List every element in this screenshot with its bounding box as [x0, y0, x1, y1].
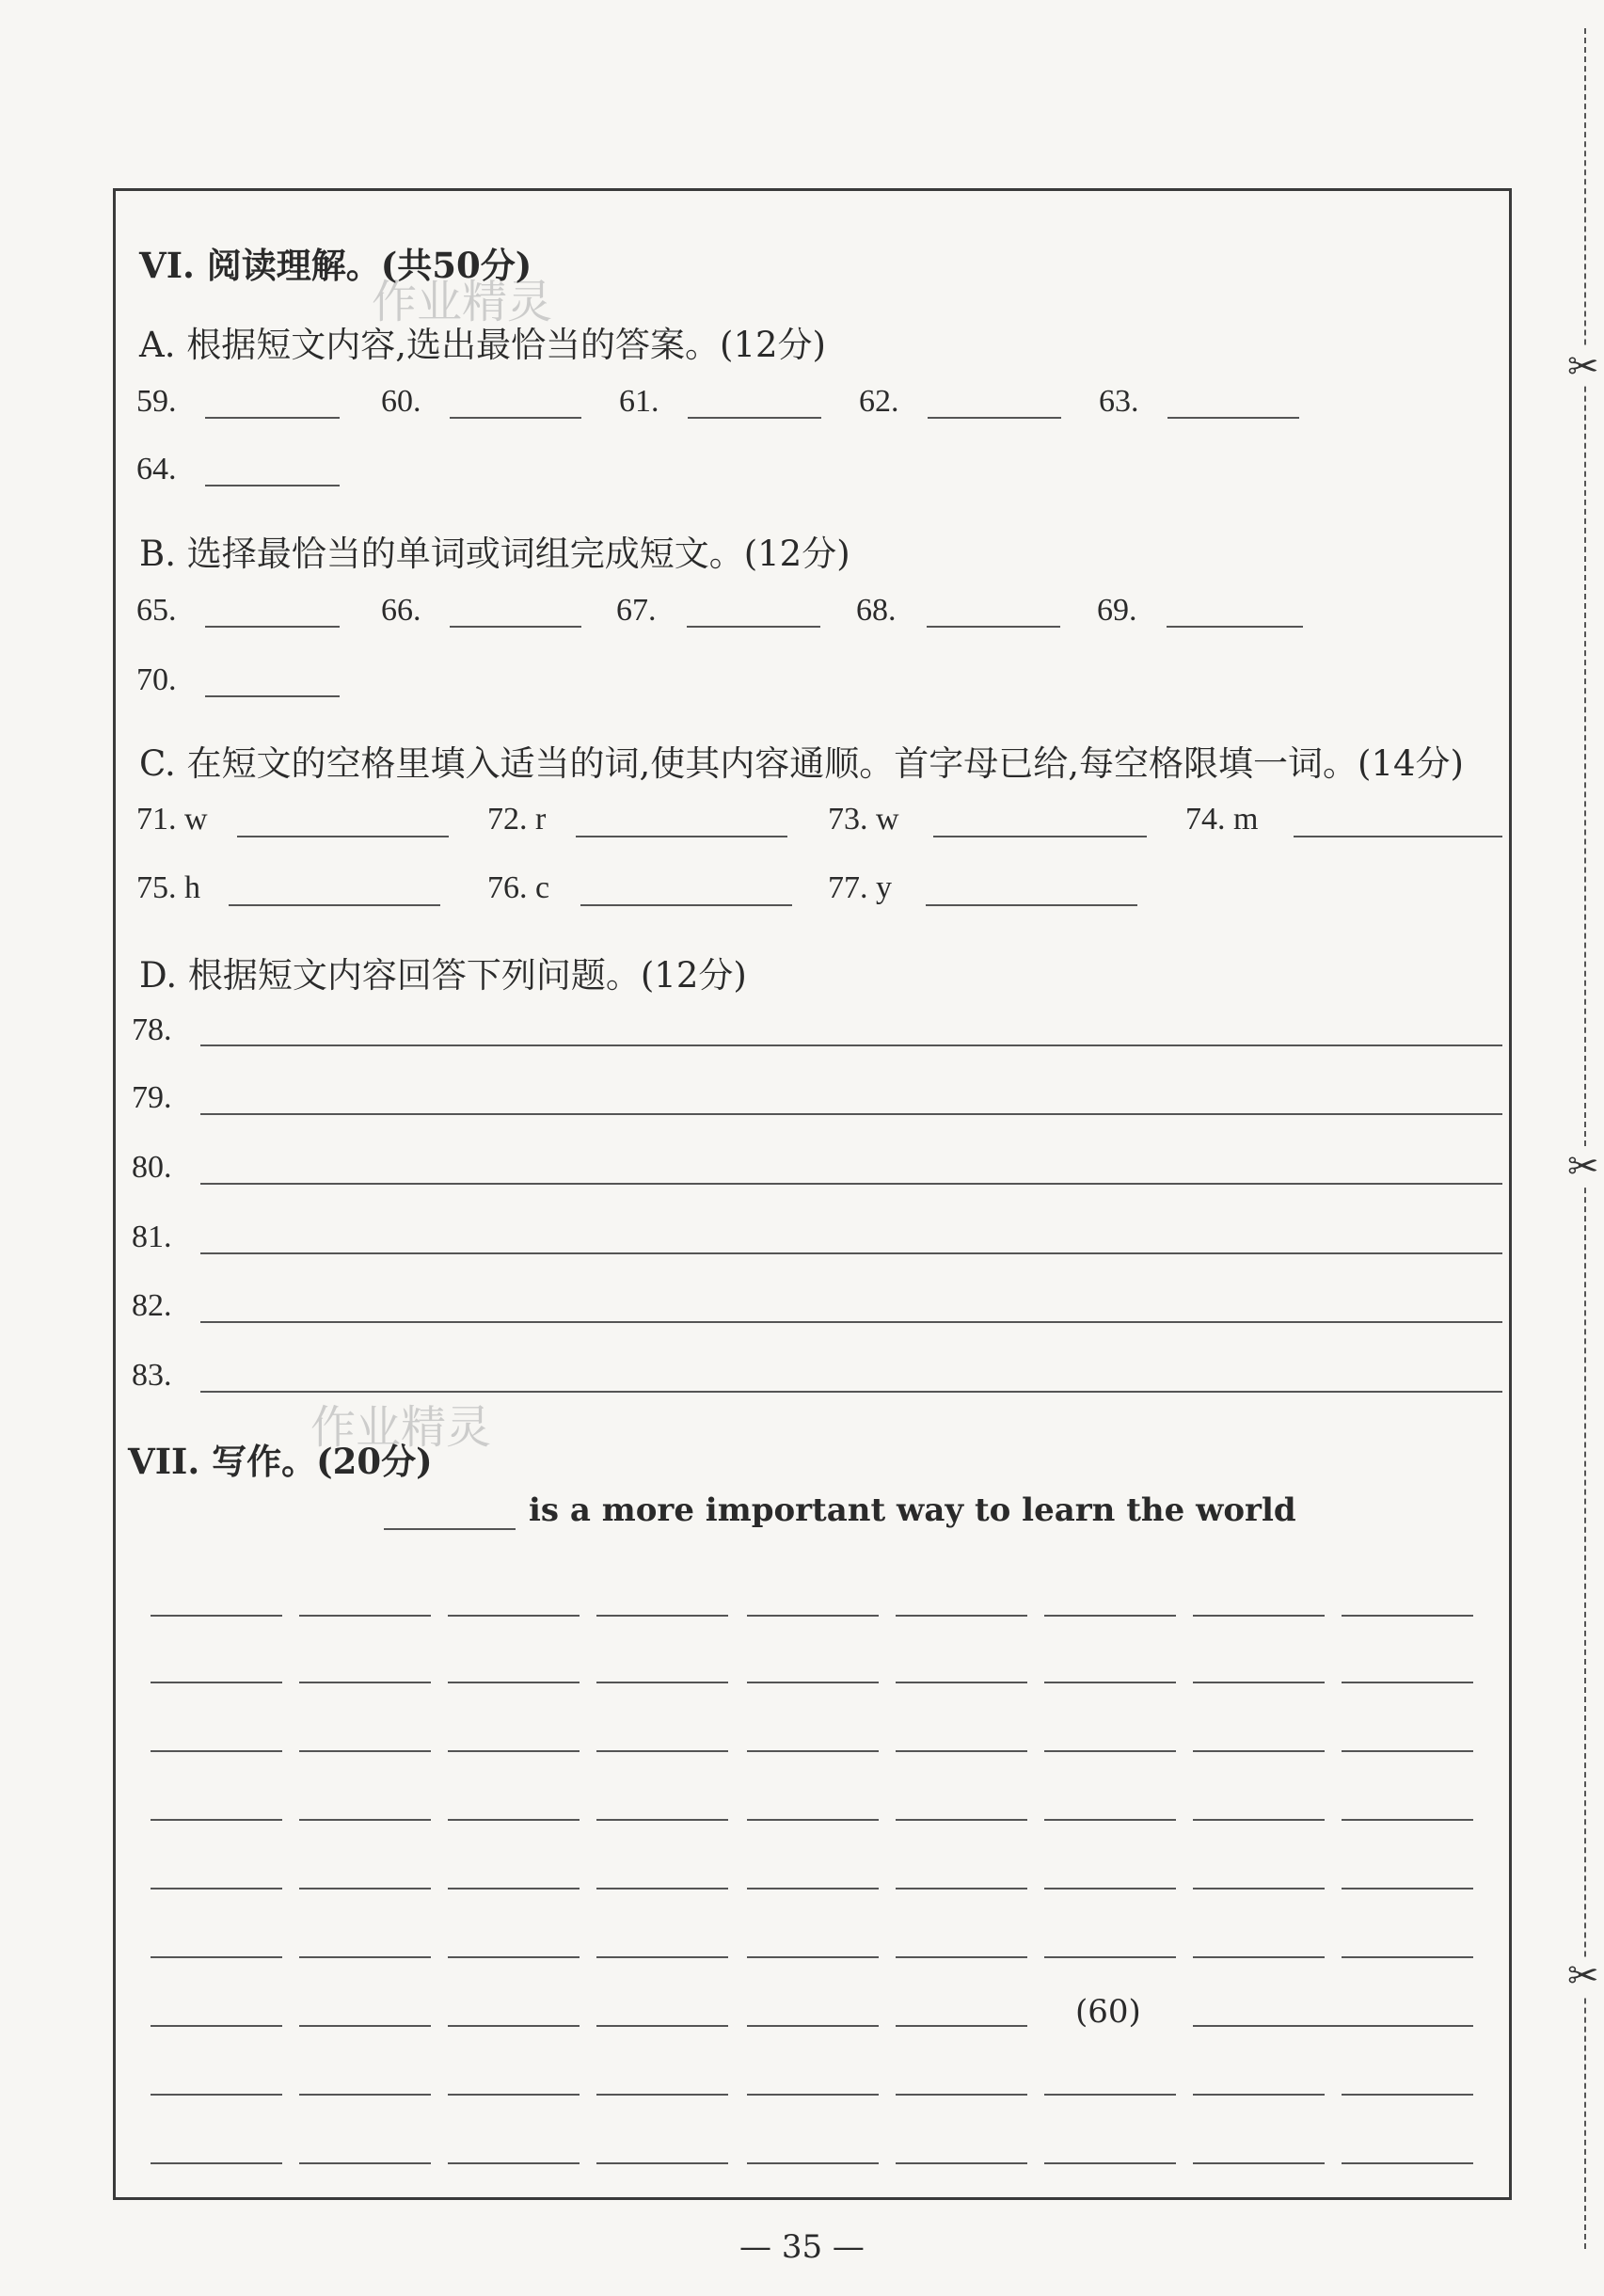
writing-line-segment[interactable]: [1044, 1956, 1176, 1958]
writing-line-segment[interactable]: [151, 1888, 282, 1889]
part-b-heading: B. 选择最恰当的单词或词组完成短文。(12分): [139, 534, 850, 574]
answer-blank-69[interactable]: [1167, 626, 1303, 628]
answer-blank-63[interactable]: [1167, 417, 1299, 419]
writing-line-segment[interactable]: [596, 1682, 728, 1683]
writing-line-segment[interactable]: [1342, 2094, 1473, 2096]
answer-label: 65.: [136, 593, 177, 628]
writing-line-segment[interactable]: [448, 1750, 580, 1752]
writing-line-segment[interactable]: [747, 2162, 879, 2164]
writing-line-segment[interactable]: [448, 1956, 580, 1958]
answer-line-83[interactable]: [200, 1391, 1502, 1393]
writing-line-segment[interactable]: [299, 2162, 431, 2164]
answer-label: 78.: [132, 1012, 172, 1047]
answer-blank-67[interactable]: [687, 626, 820, 628]
writing-line-segment[interactable]: [896, 1956, 1027, 1958]
writing-line-segment[interactable]: [1044, 1750, 1176, 1752]
answer-blank-68[interactable]: [927, 626, 1060, 628]
answer-blank-74[interactable]: [1294, 836, 1502, 837]
answer-label: 62.: [859, 384, 899, 419]
answer-blank-61[interactable]: [688, 417, 821, 419]
answer-label: 68.: [856, 593, 897, 628]
writing-line-segment[interactable]: [1193, 1956, 1325, 1958]
writing-line-segment[interactable]: [1044, 1888, 1176, 1889]
writing-line-segment[interactable]: [896, 1888, 1027, 1889]
writing-line-segment[interactable]: [596, 2162, 728, 2164]
part-a-heading: A. 根据短文内容,选出最恰当的答案。(12分): [139, 325, 826, 365]
answer-label: 77. y: [828, 870, 892, 905]
writing-line-segment[interactable]: [1342, 1615, 1473, 1617]
writing-line-segment[interactable]: [1342, 1750, 1473, 1752]
answer-label: 71. w: [136, 802, 208, 837]
writing-line-segment[interactable]: [747, 1956, 879, 1958]
answer-blank-73[interactable]: [933, 836, 1147, 837]
writing-line-segment[interactable]: [1193, 2025, 1473, 2027]
writing-line-segment[interactable]: [448, 2094, 580, 2096]
writing-line-segment[interactable]: [1342, 1956, 1473, 1958]
answer-label: 69.: [1097, 593, 1137, 628]
writing-line-segment[interactable]: [448, 1682, 580, 1683]
answer-label: 74. m: [1185, 802, 1259, 837]
writing-line-segment[interactable]: [448, 1888, 580, 1889]
writing-line-segment[interactable]: [747, 1888, 879, 1889]
answer-blank-71[interactable]: [237, 836, 449, 837]
writing-line-segment[interactable]: [1044, 2094, 1176, 2096]
writing-line-segment[interactable]: [1342, 1888, 1473, 1889]
writing-prompt: is a more important way to learn the world: [529, 1491, 1296, 1529]
watermark: 作业精灵: [372, 276, 553, 328]
answer-blank-72[interactable]: [576, 836, 787, 837]
writing-line-segment[interactable]: [299, 1819, 431, 1821]
answer-label: 70.: [136, 662, 177, 697]
answer-label: 82.: [132, 1288, 172, 1323]
writing-line-segment[interactable]: [299, 2025, 431, 2027]
writing-line-segment[interactable]: [896, 1750, 1027, 1752]
part-c-heading: C. 在短文的空格里填入适当的词,使其内容通顺。首字母已给,每空格限填一词。(14分): [139, 743, 1464, 784]
writing-line-segment[interactable]: [1193, 1750, 1325, 1752]
writing-line-segment[interactable]: [747, 1750, 879, 1752]
answer-line-82[interactable]: [200, 1321, 1502, 1323]
answer-blank-64[interactable]: [205, 485, 340, 486]
writing-line-segment[interactable]: [1193, 2162, 1325, 2164]
answer-line-78[interactable]: [200, 1044, 1502, 1046]
answer-label: 59.: [136, 384, 177, 419]
answer-blank-70[interactable]: [205, 695, 340, 697]
writing-line-segment[interactable]: [448, 1615, 580, 1617]
answer-label: 79.: [132, 1080, 172, 1115]
writing-line-segment[interactable]: [299, 2094, 431, 2096]
writing-line-segment[interactable]: [299, 1615, 431, 1617]
section-7-title: VII. 写作。(20分): [128, 1441, 433, 1482]
watermark: 作业精灵: [310, 1401, 492, 1454]
writing-line-segment[interactable]: [896, 1682, 1027, 1683]
answer-label: 63.: [1099, 384, 1139, 419]
writing-line-segment[interactable]: [1193, 1819, 1325, 1821]
writing-line-segment[interactable]: [299, 1750, 431, 1752]
writing-line-segment[interactable]: [1044, 1819, 1176, 1821]
writing-line-segment[interactable]: [596, 1615, 728, 1617]
writing-line-segment[interactable]: [151, 2025, 282, 2027]
writing-line-segment[interactable]: [1044, 1615, 1176, 1617]
writing-line-segment[interactable]: [1044, 2162, 1176, 2164]
page-number: — 35 —: [739, 2228, 865, 2266]
writing-line-segment[interactable]: [1342, 1682, 1473, 1683]
answer-label: 66.: [381, 593, 421, 628]
writing-line-segment[interactable]: [896, 1615, 1027, 1617]
writing-line-segment[interactable]: [1193, 1682, 1325, 1683]
writing-line-segment[interactable]: [151, 2094, 282, 2096]
writing-line-segment[interactable]: [747, 1819, 879, 1821]
answer-label: 64.: [136, 452, 177, 486]
writing-line-segment[interactable]: [151, 1615, 282, 1617]
writing-line-segment[interactable]: [1193, 1888, 1325, 1889]
answer-blank-60[interactable]: [450, 417, 581, 419]
answer-line-79[interactable]: [200, 1113, 1502, 1115]
writing-line-segment[interactable]: [747, 2094, 879, 2096]
answer-line-80[interactable]: [200, 1183, 1502, 1185]
writing-line-segment[interactable]: [448, 1819, 580, 1821]
answer-sheet-frame: [113, 188, 1512, 2200]
word-count-marker: (60): [1075, 1993, 1141, 2031]
part-d-heading: D. 根据短文内容回答下列问题。(12分): [139, 955, 747, 996]
writing-line-segment[interactable]: [747, 1682, 879, 1683]
writing-line-segment[interactable]: [896, 2094, 1027, 2096]
answer-blank-59[interactable]: [205, 417, 340, 419]
answer-label: 75. h: [136, 870, 200, 905]
writing-line-segment[interactable]: [151, 1956, 282, 1958]
writing-line-segment[interactable]: [596, 1888, 728, 1889]
answer-label: 61.: [619, 384, 659, 419]
writing-line-segment[interactable]: [299, 1682, 431, 1683]
scissors-icon: ✂: [1567, 1145, 1599, 1188]
section-6-title: VI. 阅读理解。(共50分): [139, 245, 532, 286]
writing-line-segment[interactable]: [896, 1819, 1027, 1821]
writing-line-segment[interactable]: [448, 2025, 580, 2027]
writing-line-segment[interactable]: [1044, 1682, 1176, 1683]
writing-line-segment[interactable]: [299, 1956, 431, 1958]
answer-label: 83.: [132, 1358, 172, 1393]
writing-line-segment[interactable]: [747, 1615, 879, 1617]
writing-line-segment[interactable]: [151, 1750, 282, 1752]
writing-line-segment[interactable]: [896, 2025, 1027, 2027]
answer-blank-65[interactable]: [205, 626, 340, 628]
writing-line-segment[interactable]: [596, 1956, 728, 1958]
answer-label: 72. r: [487, 802, 547, 837]
writing-line-segment[interactable]: [896, 2162, 1027, 2164]
writing-line-segment[interactable]: [1193, 2094, 1325, 2096]
writing-line-segment[interactable]: [1342, 1819, 1473, 1821]
writing-line-segment[interactable]: [596, 1750, 728, 1752]
answer-label: 73. w: [828, 802, 899, 837]
writing-line-segment[interactable]: [1193, 1615, 1325, 1617]
topic-blank[interactable]: [384, 1528, 516, 1530]
writing-line-segment[interactable]: [1342, 2162, 1473, 2164]
scissors-icon: ✂: [1567, 345, 1599, 389]
answer-blank-62[interactable]: [928, 417, 1061, 419]
answer-line-81[interactable]: [200, 1252, 1502, 1254]
answer-label: 60.: [381, 384, 421, 419]
answer-blank-76[interactable]: [580, 904, 792, 906]
writing-line-segment[interactable]: [151, 1819, 282, 1821]
writing-line-segment[interactable]: [596, 2025, 728, 2027]
writing-line-segment[interactable]: [747, 2025, 879, 2027]
answer-label: 76. c: [487, 870, 550, 905]
answer-label: 81.: [132, 1220, 172, 1254]
scissors-icon: ✂: [1567, 1954, 1599, 1998]
writing-line-segment[interactable]: [448, 2162, 580, 2164]
answer-blank-77[interactable]: [926, 904, 1137, 906]
answer-blank-66[interactable]: [450, 626, 581, 628]
writing-line-segment[interactable]: [596, 1819, 728, 1821]
writing-line-segment[interactable]: [299, 1888, 431, 1889]
answer-label: 80.: [132, 1150, 172, 1185]
writing-line-segment[interactable]: [151, 1682, 282, 1683]
answer-blank-75[interactable]: [229, 904, 440, 906]
answer-label: 67.: [616, 593, 657, 628]
writing-line-segment[interactable]: [151, 2162, 282, 2164]
writing-line-segment[interactable]: [596, 2094, 728, 2096]
